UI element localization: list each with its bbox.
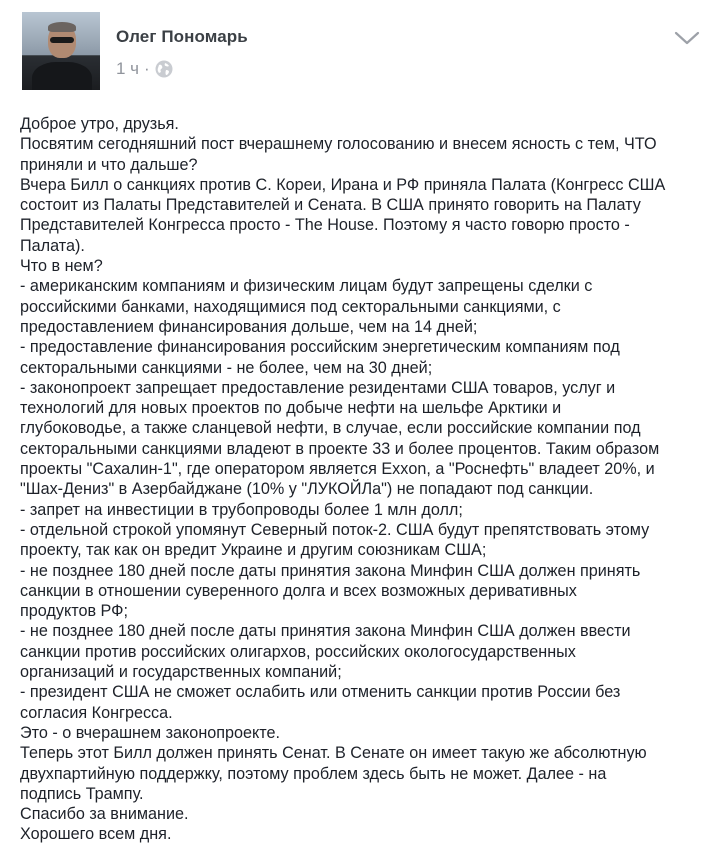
post-text-line: - отдельной строкой упомянут Северный поток-2. США будут препятствовать этому bbox=[20, 520, 650, 539]
post-text-line: технологий для новых проектов по добыче нефти на шельфе Арктики и bbox=[20, 399, 562, 418]
chevron-down-icon[interactable] bbox=[674, 30, 700, 46]
post-text-line: - запрет на инвестиции в трубопроводы более 1 млн долл; bbox=[20, 500, 463, 519]
post-text-line: согласия Конгресса. bbox=[20, 703, 173, 722]
post-text-line: проекты "Сахалин-1", где оператором является Exxon, а "Роснефть" владеет 20%, и bbox=[20, 460, 655, 479]
post-text bbox=[20, 114, 710, 845]
post-text-line: Спасибо за внимание. bbox=[20, 805, 189, 824]
post-text-line: Это - о вчерашнем законопроекте. bbox=[20, 723, 281, 742]
post-text-line: санкции в отношении суверенного долга и всех возможных деривативных bbox=[20, 581, 577, 600]
post-text-line: - американским компаниям и физическим лицам будут запрещены сделки с bbox=[20, 277, 593, 296]
post-meta bbox=[116, 58, 174, 80]
post-text-line: - законопроект запрещает предоставление резидентами США товаров, услуг и bbox=[20, 378, 616, 397]
post-text-line: Хорошего всем дня. bbox=[20, 825, 172, 844]
post-text-line: секторальными санкциями - не более, чем на 30 дней; bbox=[20, 358, 433, 377]
avatar[interactable] bbox=[22, 12, 100, 90]
post-text-line: организаций и государственных компаний; bbox=[20, 663, 342, 682]
globe-icon bbox=[154, 59, 174, 79]
post-text-line: - президент США не сможет ослабить или отменить санкции против России без bbox=[20, 683, 621, 702]
post-text-line: приняли и что дальше? bbox=[20, 155, 198, 174]
post-text-line: секторальными санкциями владеют в проекте 33 и более процентов. Таким образом bbox=[20, 439, 660, 458]
post-text-line: Посвятим сегодняшний пост вчерашнему голосованию и внесем ясность с тем, ЧТО bbox=[20, 135, 657, 154]
post-text-line: подпись Трампу. bbox=[20, 784, 144, 803]
post-text-line: предоставлением финансирования дольше, чем на 14 дней; bbox=[20, 317, 478, 336]
post-text-line: продуктов РФ; bbox=[20, 602, 128, 621]
post-text-line: - предоставление финансирования российским энергетическим компаниям под bbox=[20, 338, 620, 357]
post-text-line: Представителей Конгресса просто - The House. Поэтому я часто говорю просто - bbox=[20, 216, 630, 235]
meta-separator: · bbox=[144, 59, 150, 78]
post-header bbox=[0, 0, 720, 100]
post-text-line: Палата). bbox=[20, 236, 85, 255]
author-name[interactable]: Олег Пономарь bbox=[116, 27, 248, 46]
post-text-line: "Шах-Дениз" в Азербайджане (10% у "ЛУКОЙЛа") не попадают под санкции. bbox=[20, 480, 594, 499]
post-text-line: санкции против российских олигархов, российских окологосударственных bbox=[20, 642, 576, 661]
post-text-line: - не позднее 180 дней после даты принятия закона Минфин США должен принять bbox=[20, 561, 641, 580]
post-text-line: российскими банками, находящимися под секторальными санкциями, с bbox=[20, 297, 561, 316]
post-timestamp[interactable]: 1 ч bbox=[116, 59, 140, 78]
post-text-line: - не позднее 180 дней после даты принятия закона Минфин США должен ввести bbox=[20, 622, 631, 641]
post-text-line: глубоководье, а также сланцевой нефти, в случае, если российские компании под bbox=[20, 419, 641, 438]
post-text-line: Доброе утро, друзья. bbox=[20, 115, 179, 133]
post-text-line: Что в нем? bbox=[20, 257, 103, 276]
post-text-line: Вчера Билл о санкциях против С. Кореи, Ирана и РФ приняла Палата (Конгресс США bbox=[20, 175, 666, 194]
post-text-line: проекту, так как он вредит Украине и другим союзникам США; bbox=[20, 541, 487, 560]
post-text-line: Теперь этот Билл должен принять Сенат. В Сенате он имеет такую же абсолютную bbox=[20, 744, 647, 763]
post-text-line: состоит из Палаты Представителей и Сената. В США принято говорить на Палату bbox=[20, 196, 641, 215]
post-text-line: двухпартийную поддержку, поэтому проблем здесь быть не может. Далее - на bbox=[20, 764, 607, 783]
